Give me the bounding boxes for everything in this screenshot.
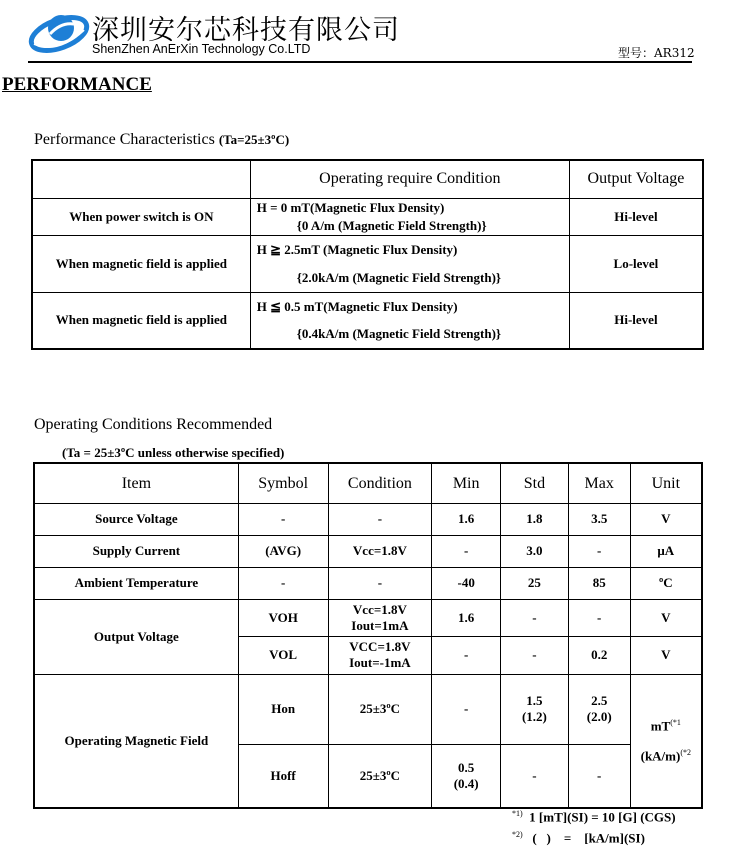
- min-cell: -: [432, 535, 501, 567]
- operating-caption: Operating Conditions Recommended: [34, 416, 273, 433]
- symbol-cell: -: [238, 567, 328, 599]
- footnote-mark: *1): [512, 809, 523, 818]
- item-cell: Ambient Temperature: [34, 567, 238, 599]
- header-cell: Output Voltage: [569, 160, 703, 198]
- min-cell: 1.6: [432, 503, 501, 535]
- table-row: [32, 292, 703, 349]
- condition-cell: [328, 599, 432, 636]
- header-cell: Operating require Condition: [250, 160, 569, 198]
- table-row: [34, 674, 702, 744]
- max-value-alt: (2.0): [586, 709, 612, 724]
- max-cell: 85: [568, 567, 630, 599]
- table-row: [32, 198, 703, 235]
- table-row: [34, 567, 702, 599]
- section-heading: PERFORMANCE: [2, 74, 152, 95]
- footnote: [512, 809, 676, 825]
- condition-line: H ≧ 2.5mT (Magnetic Flux Density): [256, 241, 458, 257]
- unit-cell: V: [630, 503, 702, 535]
- table-row: [34, 599, 702, 636]
- min-cell: 1.6: [432, 599, 501, 636]
- company-name-cn: 深圳安尔芯科技有限公司: [92, 15, 400, 46]
- item-cell: Supply Current: [34, 535, 238, 567]
- operating-subcaption: (Ta = 25±3ºC unless otherwise specified): [62, 445, 285, 460]
- output-cell: Lo-level: [569, 235, 703, 292]
- unit-cell: V: [630, 636, 702, 674]
- performance-caption: [34, 131, 289, 149]
- condition-cell: -: [328, 503, 432, 535]
- condition-cell: 25±3ºC: [328, 744, 432, 808]
- header-cell: Item: [34, 463, 238, 503]
- min-cell: -40: [432, 567, 501, 599]
- unit-ka: [631, 748, 701, 764]
- item-cell: Source Voltage: [34, 503, 238, 535]
- state-cell: When magnetic field is applied: [32, 292, 250, 349]
- condition-cell: [250, 292, 569, 349]
- symbol-cell: VOL: [238, 636, 328, 674]
- min-value-alt: (0.4): [453, 775, 479, 791]
- company-name-en: ShenZhen AnErXin Technology Co.LTD: [92, 42, 311, 56]
- header-cell: Std: [501, 463, 569, 503]
- header-cell: Condition: [328, 463, 432, 503]
- header-rule: [28, 61, 692, 63]
- condition-line: {0.4kA/m (Magnetic Field Strength)}: [296, 326, 502, 342]
- symbol-cell: -: [238, 503, 328, 535]
- condition-line: H = 0 mT(Magnetic Flux Density): [256, 199, 445, 215]
- symbol-cell: Hoff: [238, 744, 328, 808]
- condition-cell: [250, 235, 569, 292]
- operating-table: [33, 462, 703, 809]
- min-cell: -: [432, 636, 501, 674]
- unit-cell: [630, 674, 702, 808]
- unit-ka-text: (kA/m): [640, 748, 681, 764]
- min-cell: [432, 744, 501, 808]
- std-cell: 25: [501, 567, 569, 599]
- max-value: 2.5: [591, 693, 608, 709]
- output-cell: Hi-level: [569, 198, 703, 235]
- symbol-cell: Hon: [238, 674, 328, 744]
- std-cell: 3.0: [501, 535, 569, 567]
- condition-line: VCC=1.8V: [349, 639, 411, 655]
- max-cell: -: [568, 535, 630, 567]
- symbol-cell: VOH: [238, 599, 328, 636]
- max-cell: [568, 674, 630, 744]
- std-cell: -: [501, 744, 569, 808]
- condition-cell: 25±3ºC: [328, 674, 432, 744]
- unit-mt-note: (*1: [670, 717, 681, 727]
- min-value: 0.5: [458, 760, 475, 776]
- performance-caption-text: Performance Characteristics: [34, 131, 215, 148]
- model-number: 型号：AR312: [618, 46, 695, 60]
- table-row: [34, 535, 702, 567]
- condition-cell: [328, 636, 432, 674]
- unit-ka-note: (*2: [680, 747, 691, 757]
- condition-line: {0 A/m (Magnetic Field Strength)}: [296, 217, 487, 233]
- condition-line: Iout=1mA: [351, 617, 409, 633]
- header-cell: Min: [432, 463, 501, 503]
- condition-line: {2.0kA/m (Magnetic Field Strength)}: [296, 269, 502, 285]
- performance-caption-condition: (Ta=25±3ºC): [218, 132, 290, 147]
- unit-cell: V: [630, 599, 702, 636]
- symbol-cell: (AVG): [238, 535, 328, 567]
- std-cell: -: [501, 636, 569, 674]
- max-cell: 3.5: [568, 503, 630, 535]
- item-cell: Operating Magnetic Field: [34, 674, 238, 808]
- state-cell: When magnetic field is applied: [32, 235, 250, 292]
- table-header-row: [32, 160, 703, 198]
- footnote-text: 1 [mT](SI) = 10 [G] (CGS): [529, 809, 676, 825]
- max-cell: 0.2: [568, 636, 630, 674]
- condition-line: Iout=-1mA: [349, 655, 411, 670]
- table-row: [32, 235, 703, 292]
- std-cell: -: [501, 599, 569, 636]
- state-cell: When power switch is ON: [32, 198, 250, 235]
- std-cell: 1.8: [501, 503, 569, 535]
- footnote-mark: *2): [512, 830, 523, 839]
- item-cell: Output Voltage: [34, 599, 238, 674]
- condition-line: H ≦ 0.5 mT(Magnetic Flux Density): [256, 298, 458, 314]
- company-logo: [28, 4, 90, 56]
- footnote: [512, 830, 645, 846]
- max-cell: -: [568, 744, 630, 808]
- condition-cell: [250, 198, 569, 235]
- table-row: [34, 503, 702, 535]
- footnote-text: ( ) = [kA/m](SI): [532, 830, 645, 846]
- table-header-row: [34, 463, 702, 503]
- min-cell: -: [432, 674, 501, 744]
- header-cell: Unit: [630, 463, 702, 503]
- header-cell: Symbol: [238, 463, 328, 503]
- unit-mt-text: mT: [650, 718, 671, 734]
- header-cell: [32, 160, 250, 198]
- output-cell: Hi-level: [569, 292, 703, 349]
- condition-line: Vcc=1.8V: [352, 601, 407, 617]
- max-cell: -: [568, 599, 630, 636]
- std-value-alt: (1.2): [521, 709, 547, 724]
- std-value: 1.5: [526, 693, 543, 709]
- condition-cell: Vcc=1.8V: [328, 535, 432, 567]
- condition-cell: -: [328, 567, 432, 599]
- unit-mt: [631, 718, 701, 734]
- performance-table: [31, 159, 704, 350]
- std-cell: [501, 674, 569, 744]
- unit-cell: μA: [630, 535, 702, 567]
- header-cell: Max: [568, 463, 630, 503]
- unit-cell: ºC: [630, 567, 702, 599]
